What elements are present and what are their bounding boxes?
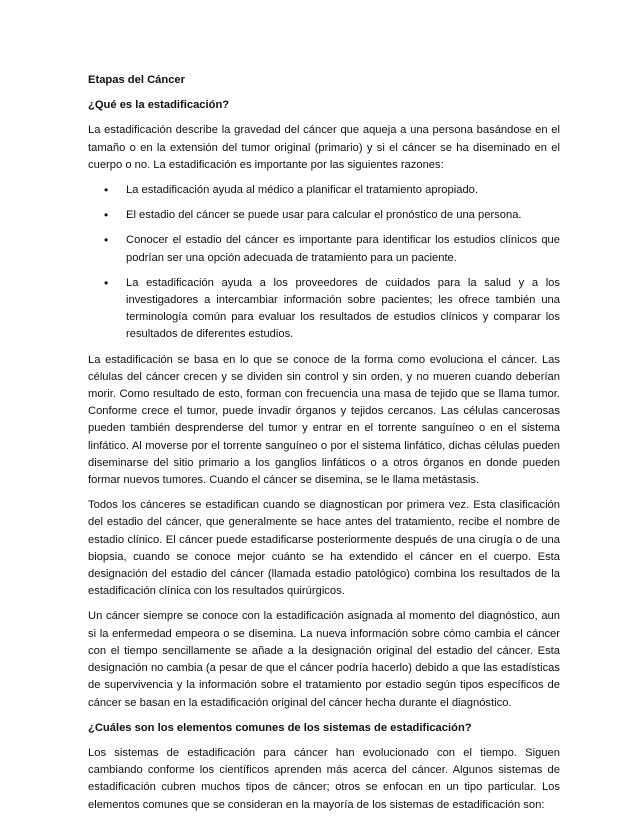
section-heading-staging: ¿Qué es la estadificación? [88, 99, 230, 112]
section-heading-common-elements: ¿Cuáles son los elementos comunes de los sistemas de estadificación? [88, 721, 472, 734]
reasons-list [88, 182, 560, 344]
paragraph-original-stage: Un cáncer siempre se conoce con la estadificación asignada al momento del diagnóstico, aun si la enfermedad empeora o se disemina. La nueva información sobre cómo cambia el cáncer con el tiempo sencillamente se añade a la designación original del estadio del cáncer. Esta designación no cambia (a pesar de que el cáncer podría hacerlo) debido a que las estadísticas de supervivencia y la información sobre el tratamiento por estadio según tipos específicos de cáncer se basan en la estadificación original del cáncer hecha durante el diagnóstico. [88, 610, 560, 709]
list-item: • Conocer el estadio del cáncer es importante para identificar los estudios clínicos que podrían ser una opción adecuada de tratamiento para un paciente. [126, 232, 560, 266]
paragraph-staging-systems: Los sistemas de estadificación para cáncer han evolucionado con el tiempo. Siguen cambiando conforme los científicos aprenden más acerca del cáncer. Algunos sistemas de estadificación cubren muchos tipos de cáncer; otros se enfocan en un tipo particular. Los elementos comunes que se consideran en la mayoría de los sistemas de estadificación son: [88, 746, 560, 811]
paragraph-cancer-evolution: La estadificación se basa en lo que se conoce de la forma como evoluciona el cáncer. Las células del cáncer crecen y se dividen sin control y sin orden, y no mueren cuando deberían morir. Como resultado de esto, forman con frecuencia una masa de tejido que se llama tumor. Conforme crece el tumor, puede invadir órganos y tejidos cercanos. Las células cancerosas pueden también desprenderse del tumor y entrar en el torrente sanguíneo o en el sistema linfático. Al moverse por el torrente sanguíneo o por el sistema linfático, dichas células pueden diseminarse del sitio primario a los ganglios linfáticos o a otros órganos en donde pueden formar nuevos tumores. Cuando el cáncer se disemina, se le llama metástasis. [88, 353, 560, 487]
paragraph-clinical-stage: Todos los cánceres se estadifican cuando se diagnostican por primera vez. Esta clasificación del estadio del cáncer, que generalmente se hace antes del tratamiento, recibe el nombre de estadio clínico. El cáncer puede estadificarse posteriormente después de una cirugía o de una biopsia, cuando se conoce mejor cuánto se ha extendido el cáncer en el cuerpo. Esta designación del estadio del cáncer (llamada estadio patológico) combina los resultados de la estadificación clínica con los resultados quirúrgicos. [88, 499, 560, 598]
list-item: • La estadificación ayuda a los proveedores de cuidados para la salud y a los investigadores a intercambiar información sobre pacientes; les ofrece también una terminología común para evaluar los resultados de estudios clínicos y comparar los resultados de diferentes estudios. [126, 275, 560, 344]
document-title: Etapas del Cáncer [88, 74, 186, 86]
intro-paragraph: La estadificación describe la gravedad del cáncer que aqueja a una persona basándose en el tamaño o en la extensión del tumor original (primario) y si el cáncer se ha diseminado en el cuerpo o no. La estadificación es importante por las siguientes razones: [88, 124, 560, 171]
list-item: • La estadificación ayuda al médico a planificar el tratamiento apropiado. [126, 182, 560, 199]
list-item: • El estadio del cáncer se puede usar para calcular el pronóstico de una persona. [126, 207, 560, 224]
